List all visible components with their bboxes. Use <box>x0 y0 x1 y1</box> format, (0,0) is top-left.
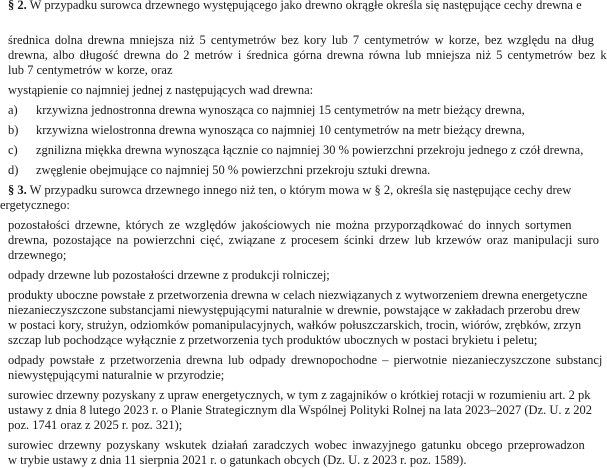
section-2-line-2: średnica dolna drewna mniejsza niż 5 centymetrów bez kory lub 7 centymetrów w korze, bez względu na dług <box>8 33 594 47</box>
paragraph-5-line: ustawy z dnia 8 lutego 2023 r. o Planie Strategicznym dla Wspólnej Polityki Rolnej na lata 2023–2027 (Dz. U. z 202 <box>8 403 593 417</box>
section-2-heading <box>8 0 582 13</box>
section-3-number: § 3. <box>8 183 27 197</box>
section-2-heading-text: W przypadku surowca drzewnego występującego jako drewno okrągłe określa się następujące cechy drewna e <box>29 0 582 12</box>
paragraph-4-line: niewystępującymi naturalnie w przyrodzie; <box>8 368 225 382</box>
list-item-label: b) <box>8 123 19 137</box>
paragraph-6-line: w trybie ustawy z dnia 11 sierpnia 2021 r. o gatunkach obcych (Dz. U. z 2023 r. poz. 1589). <box>8 453 467 467</box>
list-item-text: krzywizna jednostronna drewna wynosząca co najmniej 15 centymetrów na metr bieżący drewna, <box>36 103 525 117</box>
paragraph-5-line: surowiec drzewny pozyskany z upraw energetycznych, w tym z zagajników o krótkiej rotacji w rozumieniu art. 2 pk <box>8 388 591 402</box>
list-item-text: krzywizna wielostronna drewna wynosząca co najmniej 10 centymetrów na metr bieżący drewna, <box>36 123 525 137</box>
section-3-heading-text: W przypadku surowca drzewnego innego niż ten, o którym mowa w § 2, określa się następujące cechy drew <box>29 183 572 197</box>
list-item-label: c) <box>8 143 18 157</box>
list-item-label: a) <box>8 103 18 117</box>
paragraph-3-line: produkty uboczne powstałe z przetworzenia drewna w celach niezwiązanych z wytworzeniem drewna energetyczne <box>8 288 588 302</box>
paragraph-3-line: niezanieczyszczone substancjami niewystępującymi naturalnie w drewnie, powstające w zakładach przerobu drew <box>8 303 581 317</box>
section-2-line-4: lub 7 centymetrów w korze, oraz <box>8 63 173 77</box>
paragraph-1-line: drewna, pozostające na powierzchni cięć, związane z procesem ścinki drzew lub krzewów oraz manipulacji suro <box>8 233 599 247</box>
section-2-line-3: drewna, albo długość drewna do 2 metrów i średnica górna drewna równa lub mniejsza niż 5 centymetrów bez k <box>8 48 607 62</box>
paragraph-5-line: poz. 1741 oraz z 2025 r. poz. 321); <box>8 418 183 432</box>
section-2-line-5: wystąpienie co najmniej jednej z następujących wad drewna: <box>8 83 314 97</box>
paragraph-3-line: w postaci kory, strużyn, odziomków pomanipulacyjnych, wałków połuszczarskich, trocin, wiórów, zrębków, zrzyn <box>8 318 582 332</box>
list-item-text: zwęglenie obejmujące co najmniej 50 % powierzchni przekroju sztuki drewna. <box>36 163 431 177</box>
paragraph-2-line: odpady drzewne lub pozostałości drzewne z produkcji rolniczej; <box>8 268 330 282</box>
section-3-heading <box>8 183 571 198</box>
list-item-label: d) <box>8 163 19 177</box>
paragraph-4-line: odpady powstałe z przetworzenia drewna lub odpady drewnopochodne – pierwotnie niezanieczyszczone substancj <box>8 353 603 367</box>
paragraph-3-line: szczap lub pochodzące wyłącznie z przetworzenia tych produktów ubocznych w postaci brykietu i peletu; <box>8 333 538 347</box>
paragraph-1-line: pozostałości drzewne, których ze względów jakościowych nie można przyporządkować do innych sortymen <box>8 218 572 232</box>
paragraph-1-line: drzewnego; <box>8 248 67 262</box>
paragraph-6-line: surowiec drzewny pozyskany wskutek działań zaradczych wobec inwazyjnego gatunku obcego przeprowadzon <box>8 438 585 452</box>
section-3-heading-line-2: ergetycznego: <box>0 198 70 212</box>
list-item-text: zgnilizna miękka drewna wynosząca łącznie co najmniej 30 % powierzchni przekroju jednego z czół drewna, <box>36 143 584 157</box>
section-2-number: § 2. <box>8 0 27 12</box>
